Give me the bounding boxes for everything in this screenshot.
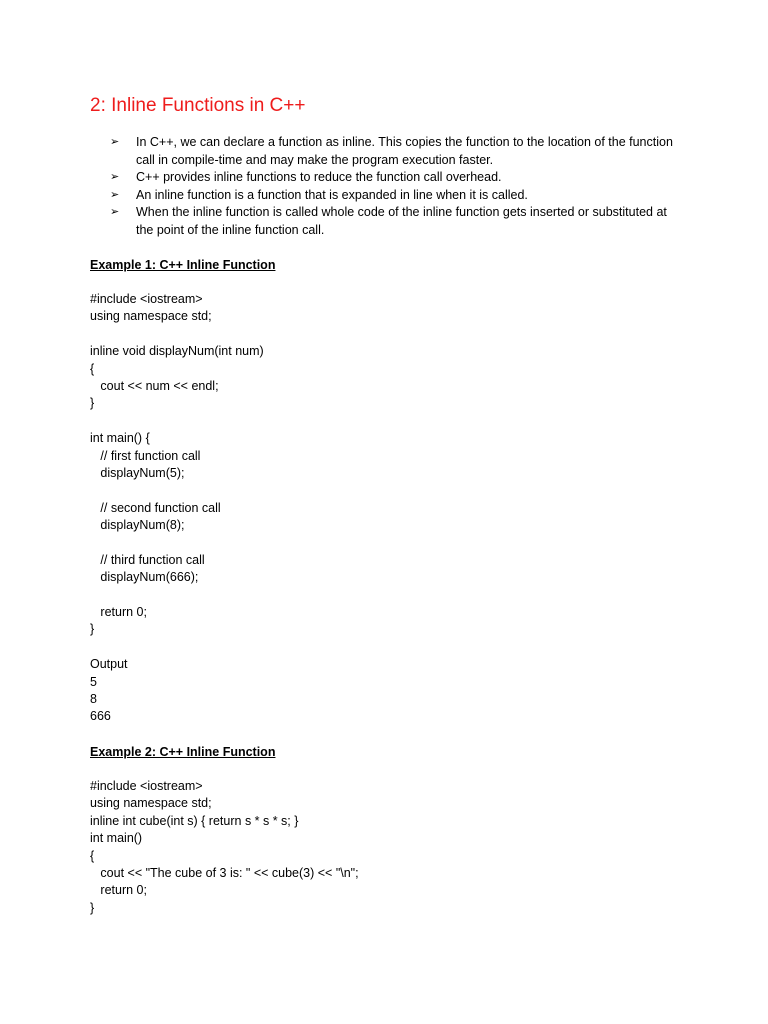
bullet-item <box>90 204 680 239</box>
bullet-item <box>90 169 680 187</box>
code-line: // third function call <box>90 552 205 567</box>
example-1-code <box>90 291 264 726</box>
code-line: #include <iostream> <box>90 292 203 306</box>
code-line: displayNum(8); <box>90 518 185 533</box>
code-line <box>90 534 264 551</box>
code-line <box>90 587 264 604</box>
arrow-bullet-icon: ➢ <box>110 188 120 201</box>
arrow-bullet-icon: ➢ <box>110 206 120 218</box>
code-line: { <box>90 848 95 863</box>
code-line: using namespace std; <box>90 309 212 324</box>
bullet-text: In C++, we can declare a function as inline. This copies the function to the location of the function call in compile-time and may make the program execution faster. <box>136 135 673 167</box>
code-line: } <box>90 900 95 915</box>
code-line: inline void displayNum(int num) <box>90 344 264 359</box>
code-line: 8 <box>90 691 97 706</box>
example-2-heading: Example 2: C++ Inline Function <box>90 745 276 759</box>
bullet-text: C++ provides inline functions to reduce the function call overhead. <box>136 170 502 184</box>
code-line: cout << "The cube of 3 is: " << cube(3) << "\n"; <box>90 865 359 880</box>
code-line: #include <iostream> <box>90 779 203 793</box>
code-line: int main() { <box>90 431 150 446</box>
bullet-text: An inline function is a function that is expanded in line when it is called. <box>136 187 528 202</box>
code-line <box>90 482 264 499</box>
bullet-item <box>90 187 680 205</box>
code-line: 666 <box>90 709 111 724</box>
code-line: 5 <box>90 674 97 689</box>
bullet-list <box>90 134 680 239</box>
code-line: int main() <box>90 831 143 846</box>
code-line: displayNum(666); <box>90 570 199 585</box>
code-line: return 0; <box>90 883 147 898</box>
code-line: displayNum(5); <box>90 465 185 480</box>
bullet-item <box>90 134 680 169</box>
example-1-heading: Example 1: C++ Inline Function <box>90 258 276 272</box>
code-line: // first function call <box>90 448 201 463</box>
bullet-text: When the inline function is called whole code of the inline function gets inserted or substituted at the point of the inline function call. <box>136 205 667 237</box>
code-line: using namespace std; <box>90 796 212 811</box>
arrow-bullet-icon: ➢ <box>110 136 120 148</box>
code-line <box>90 639 264 656</box>
code-line: cout << num << endl; <box>90 378 219 393</box>
code-line: return 0; <box>90 605 147 620</box>
code-line: Output <box>90 657 128 672</box>
code-line: { <box>90 361 95 376</box>
code-line: inline int cube(int s) { return s * s * s; } <box>90 813 299 828</box>
example-2-code <box>90 778 359 917</box>
page-title: 2: Inline Functions in C++ <box>90 95 306 116</box>
arrow-bullet-icon: ➢ <box>110 171 120 183</box>
code-line: } <box>90 396 95 411</box>
code-line <box>90 413 264 430</box>
code-line <box>90 326 264 343</box>
code-line: // second function call <box>90 500 221 515</box>
code-line: } <box>90 622 95 637</box>
